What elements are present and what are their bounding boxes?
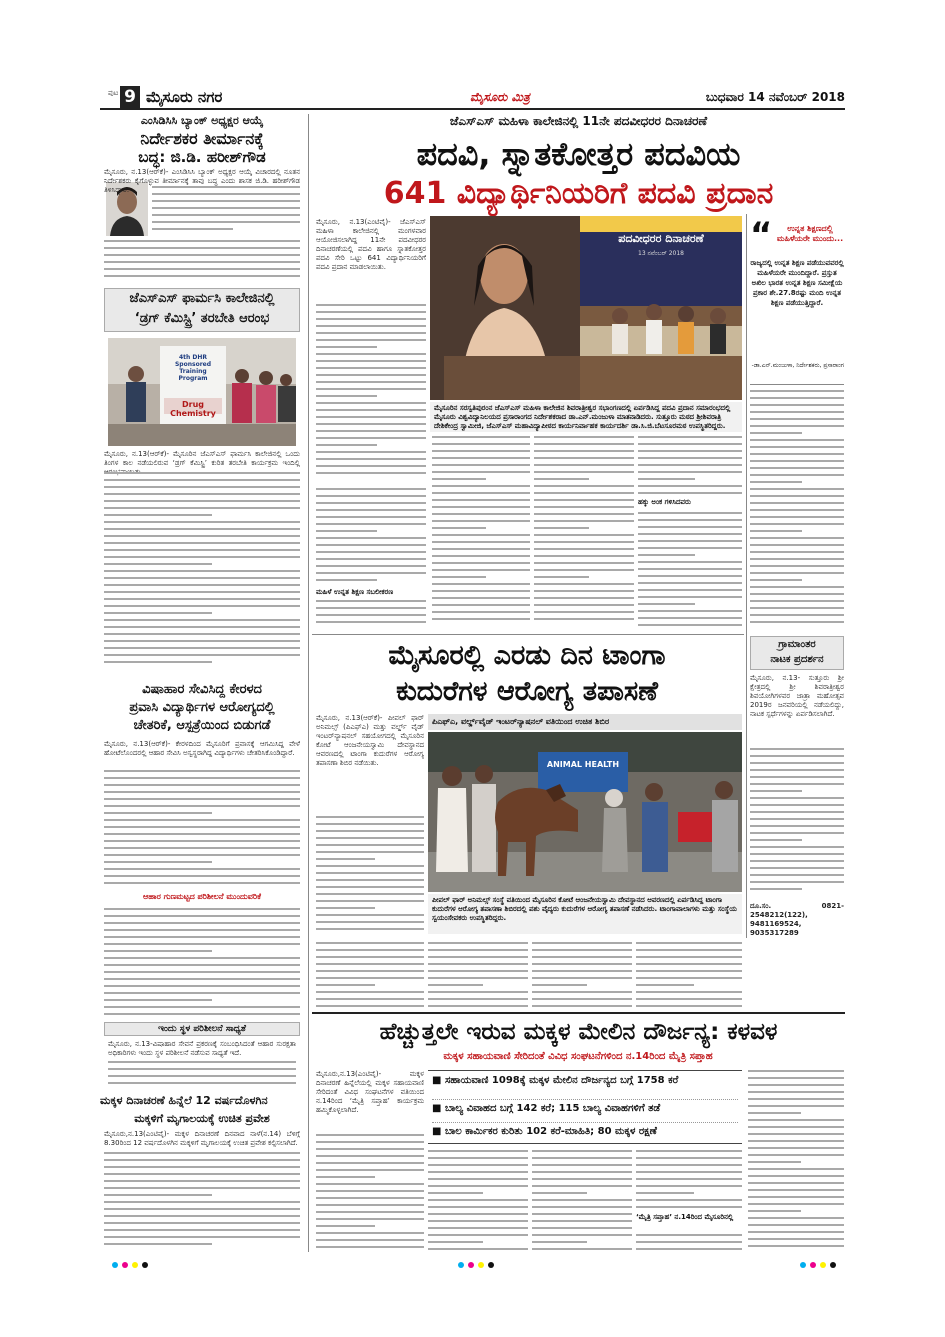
black-dot — [488, 1262, 494, 1268]
bullet-row-1 — [432, 1075, 738, 1095]
graduation-photo — [430, 216, 742, 400]
section-divider-2 — [312, 1012, 845, 1014]
theatre-body — [750, 748, 844, 898]
yellow-dot — [478, 1262, 484, 1268]
lead-body-col3 — [534, 436, 634, 630]
story2-headline-box — [104, 288, 300, 332]
story3-body-2 — [104, 908, 300, 1018]
photo-date: 13 ನವೆಂಬರ್ 2018 — [638, 250, 684, 257]
violence-body-col1 — [316, 1134, 424, 1252]
masthead — [100, 86, 845, 110]
violence-body-col4b — [636, 1234, 742, 1252]
column-rule — [308, 114, 309, 1252]
lead-headline-red: 641 ವಿದ್ಯಾರ್ಥಿನಿಯರಿಗೆ ಪದವಿ ಪ್ರದಾನ — [383, 176, 774, 211]
bullet-square-icon: ■ — [432, 1075, 442, 1086]
violence-body-col3 — [532, 1150, 632, 1252]
lead-photo-caption: ಮೈಸೂರಿನ ಸರಸ್ವತಿಪುರಂನ ಜೆಎಸ್‌ಎಸ್ ಮಹಿಳಾ ಕಾಲೇಜಿನ ಶಿವರಾತ್ರೀಶ್ವರ ಸಭಾಂಗಣದಲ್ಲಿ ಏರ್ಪಡಿಸಿದ್ದ ಪದವಿ ಪ್ರದಾನ ಸಮಾರಂಭದಲ್ಲಿ ಮೈಸೂರು ವಿಶ್ವವಿದ್ಯಾನಿಲಯದ ಪ್ರಸಾರಾಂಗದ ನಿರ್ದೇಶಕರಾದ ಡಾ.ಎನ್.ಮಂಜುಳಾ ಮಾತನಾಡಿದರು. ಸುತ್ತೂರು ಮಠದ ಶ್ರೀಶಿವರಾತ್ರಿ ದೇಶಿಕೇಂದ್ರ ಸ್ವಾಮೀಜಿ, ಜೆಎಸ್‌ಎಸ್ ಮಹಾವಿದ್ಯಾಪೀಠದ ಕಾರ್ಯನಿರ್ವಾಹಕ ಕಾರ್ಯದರ್ಶಿ ಡಾ.ಸಿ.ಜಿ.ಬೆಟಸೂರಮಠ ಉಪಸ್ಥಿತರಿದ್ದರು. — [430, 402, 742, 432]
lead-body-col3c — [638, 512, 742, 630]
lead-body-col1b — [316, 488, 426, 588]
newspaper-page — [100, 86, 845, 1256]
paper-logo: ಮೈಸೂರು ಮಿತ್ರ — [470, 90, 530, 104]
story4-headline: ಇಂದು ಸ್ಥಳ ಪರಿಶೀಲನೆ ಸಾಧ್ಯತೆ — [104, 1022, 300, 1036]
section-divider — [312, 634, 744, 635]
photo-banner-text: 4th DHR Sponsored Training Program — [174, 354, 212, 382]
story1-headline-2: ಬದ್ಧ: ಜಿ.ಡಿ. ಹರೀಶ್‌ಗೌಡ — [138, 148, 266, 166]
lead-kicker: ಜೆಎಸ್‌ಎಸ್ ಮಹಿಳಾ ಕಾಲೇಜಿನಲ್ಲಿ 11ನೇ ಪದವೀಧರರ ದಿನಾಚರಣೆ — [449, 114, 708, 128]
photo-banner-health: ANIMAL HEALTH — [546, 760, 620, 769]
quote-mark-icon: “ — [750, 215, 773, 255]
magenta-dot — [122, 1262, 128, 1268]
lead-body-col1 — [316, 304, 426, 484]
bullet-text-1: ಸಹಾಯವಾಣಿ 1098ಕ್ಕೆ ಮಕ್ಕಳ ಮೇಲಿನ ದೌರ್ಜನ್ಯದ ಬಗ್ಗೆ 1758 ಕರೆ — [444, 1075, 679, 1086]
violence-body-col5 — [748, 1070, 844, 1252]
story3-body — [104, 770, 300, 890]
violence-bullets-box — [428, 1070, 742, 1144]
bullet-text-3: ಬಾಲ ಕಾರ್ಮಿಕರ ಕುರಿತು 102 ಕರೆ-ಮಾಹಿತಿ; 80 ಮಕ್ಕಳ ರಕ್ಷಣೆ — [444, 1126, 657, 1137]
tonga-photo-caption: ಪೀಪಲ್ ಫಾರ್ ಅನಿಮಲ್ಸ್ ಸಂಸ್ಥೆ ವತಿಯಿಂದ ಮೈಸೂರಿನ ಕೋಟೆ ಆಂಜನೇಯಸ್ವಾಮಿ ದೇವಸ್ಥಾನದ ಆವರಣದಲ್ಲಿ ಏರ್ಪಡಿಸಿದ್ದ ಟಾಂಗಾ ಕುದುರೆಗಳ ಆರೋಗ್ಯ ತಪಾಸಣಾ ಶಿಬಿರದಲ್ಲಿ ಪಶು ವೈದ್ಯರು ಕುದುರೆಗಳ ಆರೋಗ್ಯ ತಪಾಸಣೆ ನಡೆಸಿದರು. ಟಾಂಗಾವಾಲಾಗಳು ಮತ್ತು ಸಂಸ್ಥೆಯ ಸ್ವಯಂಸೇವಕರು ಉಪಸ್ಥಿತರಿದ್ದರು. — [428, 894, 742, 934]
drug-chemistry-photo — [108, 338, 296, 446]
theatre-headline: ಗ್ರಾಮಾಂತರ — [778, 639, 816, 650]
tonga-body-col4 — [636, 942, 742, 1012]
black-dot — [142, 1262, 148, 1268]
tonga-body-col3 — [532, 942, 632, 1012]
story1-body-2 — [104, 240, 300, 284]
story3-subhead: ಆಹಾರ ಗುಣಮಟ್ಟದ ಪರಿಶೀಲನೆ ಮುಂದುವರಿಕೆ — [142, 892, 262, 901]
story5-body — [104, 1152, 300, 1252]
section-title: ಮೈಸೂರು ನಗರ — [146, 88, 223, 106]
black-dot — [830, 1262, 836, 1268]
cyan-dot — [458, 1262, 464, 1268]
tonga-dateline: ಮೈಸೂರು, ನ.13(ಆರ್‌ಕೆ)- ಪೀಪಲ್ ಫಾರ್ ಅನಿಮಲ್ಸ್ (ಪಿಎಫ್‌ಎ) ಮತ್ತು ವರ್ಲ್ಡ್ ವೈಡ್ ಇಂಟರ್‌ನ್ಯಾಷನಲ್ ಸಹಯೋಗದಲ್ಲಿ ಮೈಸೂರಿನ ಕೋಟೆ ಆಂಜನೇಯಸ್ವಾಮಿ ದೇವಸ್ಥಾನದ ಆವರಣದಲ್ಲಿ ಟಾಂಗಾ ಕುದುರೆಗಳ ಆರೋಗ್ಯ ತಪಾಸಣಾ ಶಿಬಿರ ನಡೆಯಿತು. — [316, 714, 424, 767]
story1-body — [152, 186, 300, 236]
story5-headline-2: ಮಕ್ಕಳಿಗೆ ಮೃಗಾಲಯಕ್ಕೆ ಉಚಿತ ಪ್ರವೇಶ — [134, 1112, 270, 1125]
lead-body-col1c — [316, 600, 426, 630]
story3-headline-3: ಚೇತರಿಕೆ, ಆಸ್ಪತ್ರೆಯಿಂದ ಬಿಡುಗಡೆ — [133, 718, 271, 733]
theatre-headline-2: ನಾಟಕ ಪ್ರದರ್ಶನ — [770, 654, 824, 665]
story1-dateline: ಮೈಸೂರು, ನ.13(ಆರ್‌ಕೆ)- ಎಂಸಿಡಿಸಿಸಿ ಬ್ಯಾಂಕ್ ಅಧ್ಯಕ್ಷರ ಆಯ್ಕೆ ವಿಚಾರದಲ್ಲಿ ನೂತನ ನಿರ್ದೇಶಕರು ಕೈಗೊಳ್ಳುವ ತೀರ್ಮಾನಕ್ಕೆ ತಾವು ಬದ್ಧ ಎಂದು ಶಾಸಕ ಜಿ.ಡಿ. ಹರೀಶ್‌ಗೌಡ ತಿಳಿಸಿದ್ದಾರೆ. — [104, 168, 300, 194]
issue-date: ಬುಧವಾರ 14 ನವೆಂಬರ್ 2018 — [705, 90, 845, 104]
bullet-row-2 — [432, 1099, 738, 1119]
bullet-text-2: ಬಾಲ್ಯ ವಿವಾಹದ ಬಗ್ಗೆ 142 ಕರೆ; 115 ಬಾಲ್ಯ ವಿವಾಹಗಳಿಗೆ ತಡೆ — [444, 1103, 661, 1114]
lead-body-col4 — [750, 390, 844, 630]
photo-drug-text: Drug Chemistry — [170, 400, 216, 418]
tonga-headline-2: ಕುದುರೆಗಳ ಆರೋಗ್ಯ ತಪಾಸಣೆ — [396, 676, 658, 707]
quote-headline: ಉನ್ನತ ಶಿಕ್ಷಣದಲ್ಲಿ ಮಹಿಳೆಯರೇ ಮುಂದು... — [776, 224, 844, 243]
lead-dateline: ಮೈಸೂರು, ನ.13(ಎಂಟಿವೈ)- ಜೆಎಸ್‌ಎಸ್ ಮಹಿಳಾ ಕಾಲೇಜಿನಲ್ಲಿ ಮಂಗಳವಾರ ಆಯೋಜಿಸಲಾಗಿದ್ದ 11ನೇ ಪದವೀಧರರ ದಿನಾಚರಣೆಯಲ್ಲಿ ಪದವಿ ಹಾಗೂ ಸ್ನಾತಕೋತ್ತರ ಪದವಿ ಸೇರಿ ಒಟ್ಟು 641 ವಿದ್ಯಾರ್ಥಿನಿಯರಿಗೆ ಪದವಿ ಪ್ರದಾನ ಮಾಡಲಾಯಿತು. — [316, 218, 426, 271]
tonga-body-col1 — [316, 816, 424, 938]
cyan-dot — [800, 1262, 806, 1268]
horse-camp-photo — [428, 732, 742, 892]
registration-marks-right — [800, 1262, 836, 1268]
magenta-dot — [468, 1262, 474, 1268]
magenta-dot — [810, 1262, 816, 1268]
cyan-dot — [112, 1262, 118, 1268]
story4-dateline: ಮೈಸೂರು, ನ.13-ವಿಷಾಹಾರ ಸೇವನೆ ಪ್ರಕರಣಕ್ಕೆ ಸಂಬಂಧಿಸಿದಂತೆ ಆಹಾರ ಸುರಕ್ಷತಾ ಅಧಿಕಾರಿಗಳು ಇಂದು ಸ್ಥಳ ಪರಿಶೀಲನೆ ನಡೆಸುವ ಸಾಧ್ಯತೆ ಇದೆ. — [108, 1040, 296, 1057]
story1-kicker: ಎಂಸಿಡಿಸಿಸಿ ಬ್ಯಾಂಕ್ ಅಧ್ಯಕ್ಷರ ಆಯ್ಕೆ — [140, 114, 264, 127]
lead-headline: ಪದವಿ, ಸ್ನಾತಕೋತ್ತರ ಪದವಿಯ — [416, 135, 741, 173]
bullet-square-icon: ■ — [432, 1126, 442, 1137]
bullet-row-3 — [432, 1122, 738, 1142]
page-number: 9 — [120, 86, 140, 108]
story4-body — [108, 1061, 296, 1089]
violence-body-col4 — [636, 1150, 742, 1210]
quote-rule — [750, 384, 844, 385]
tonga-photo-strap: ಪಿಎಫ್‌ಎ, ವರ್ಲ್ಡ್‌ವೈಡ್ ಇಂಟರ್‌ನ್ಯಾಷನಲ್ ವತಿಯಿಂದ ಉಚಿತ ಶಿಬಿರ — [428, 714, 742, 730]
photo-banner: ಪದವೀಧರರ ದಿನಾಚರಣೆ — [618, 232, 704, 245]
theatre-headline-box — [750, 636, 844, 670]
violence-dateline: ಮೈಸೂರು,ನ.13(ಎಂಟಿವೈ)- ಮಕ್ಕಳ ದಿನಾಚರಣೆ ಹಿನ್ನೆಲೆಯಲ್ಲಿ ಮಕ್ಕಳ ಸಹಾಯವಾಣಿ ಸೇರಿದಂತೆ ವಿವಿಧ ಸಂಘಟನೆಗಳ ವತಿಯಿಂದ ನ.14ರಿಂದ ‘ಮೈತ್ರಿ ಸಪ್ತಾಹ’ ಕಾರ್ಯಕ್ರಮ ಹಮ್ಮಿಕೊಳ್ಳಲಾಗಿದೆ. — [316, 1070, 424, 1114]
yellow-dot — [820, 1262, 826, 1268]
bullet-square-icon: ■ — [432, 1103, 442, 1114]
story2-headline-2: ‘ಡ್ರಗ್ ಕೆಮಿಸ್ಟ್ರಿ’ ತರಬೇತಿ ಆರಂಭ — [134, 311, 270, 326]
story3-headline-2: ಪ್ರವಾಸಿ ವಿದ್ಯಾರ್ಥಿಗಳ ಆರೋಗ್ಯದಲ್ಲಿ — [129, 700, 275, 715]
story3-headline: ವಿಷಾಹಾರ ಸೇವಿಸಿದ್ದ ಕೇರಳದ — [142, 682, 262, 697]
violence-strap: ಮಕ್ಕಳ ಸಹಾಯವಾಣಿ ಸೇರಿದಂತೆ ವಿವಿಧ ಸಂಘಟನೆಗಳಿಂದ ನ.14ರಿಂದ ಮೈತ್ರಿ ಸಪ್ತಾಹ — [443, 1051, 713, 1062]
lead-subhead-2: ಹಕ್ಕು ಅಂಕ ಗಳಿಸಿದವರು — [638, 498, 691, 506]
story1-headline: ನಿರ್ದೇಶಕರ ತೀರ್ಮಾನಕ್ಕೆ — [140, 129, 264, 148]
story2-body — [104, 472, 300, 672]
registration-marks-left — [112, 1262, 148, 1268]
violence-body-col2 — [428, 1150, 528, 1252]
violence-quote: ‘ಮೈತ್ರಿ ಸಪ್ತಾಹ’ ನ.14ರಿಂದ ಮೈಸೂರಿನಲ್ಲಿ — [636, 1213, 734, 1221]
lead-body-col3b — [638, 436, 742, 498]
story5-headline: ಮಕ್ಕಳ ದಿನಾಚರಣೆ ಹಿನ್ನೆಲೆ 12 ವರ್ಷದೊಳಗಿನ — [100, 1094, 268, 1107]
page-label: ಪುಟ — [108, 89, 119, 97]
quote-body: ರಾಜ್ಯದಲ್ಲಿ ಉನ್ನತ ಶಿಕ್ಷಣ ಪಡೆಯುವವರಲ್ಲಿ ಮಹಿಳೆಯರೇ ಮುಂದಿದ್ದಾರೆ. ಪ್ರಸ್ತುತ ಅಖಿಲ ಭಾರತ ಉನ್ನತ ಶಿಕ್ಷಣ ಸಮೀಕ್ಷೆಯ ಪ್ರಕಾರ ಶೇ.27.8ರಷ್ಟು ಮಂದಿ ಉನ್ನತ ಶಿಕ್ಷಣ ಪಡೆಯುತ್ತಿದ್ದಾರೆ. — [750, 259, 844, 307]
story3-dateline: ಮೈಸೂರು, ನ.13(ಆರ್‌ಕೆ)- ಕೇರಳದಿಂದ ಮೈಸೂರಿಗೆ ಪ್ರವಾಸಕ್ಕೆ ಆಗಮಿಸಿದ್ದ ವೇಳೆ ಹೋಟೆಲೊಂದರಲ್ಲಿ ಆಹಾರ ಸೇವಿಸಿ ಅಸ್ವಸ್ಥರಾಗಿದ್ದ ವಿದ್ಯಾರ್ಥಿಗಳು ಚೇತರಿಸಿಕೊಂಡಿದ್ದಾರೆ. — [104, 740, 300, 757]
story2-dateline: ಮೈಸೂರು, ನ.13(ಆರ್‌ಕೆ)- ಮೈಸೂರಿನ ಜೆಎಸ್‌ಎಸ್ ಫಾರ್ಮಸಿ ಕಾಲೇಜಿನಲ್ಲಿ ಒಂದು ತಿಂಗಳ ಕಾಲ ನಡೆಯಲಿರುವ ‘ಡ್ರಗ್ ಕೆಮಿಸ್ಟ್ರಿ’ ಕುರಿತ ತರಬೇತಿ ಕಾರ್ಯಕ್ರಮ ಇಂದಿಲ್ಲಿ — [104, 450, 300, 467]
tonga-body-col1b — [316, 942, 424, 1012]
theatre-phone: ದೂ.ಸಂ. 0821-2548212(122), 9481169524, 9035317289 — [750, 902, 844, 937]
tonga-body-col2 — [428, 942, 528, 1012]
story5-dateline: ಮೈಸೂರು,ನ.13(ಎಂಟಿವೈ)- ಮಕ್ಕಳ ದಿನಾಚರಣೆ ದಿನವಾದ ನಾಳೆ(ನ.14) ಬೆಳಿಗ್ಗೆ 8.30ರಿಂದ 12 ವರ್ಷದೊಳಗಿನ ಮಕ್ಕಳಿಗೆ ಮೃಗಾಲಯಕ್ಕೆ ಉಚಿತ ಪ್ರವೇಶ ಕಲ್ಪಿಸಲಾಗಿದೆ. — [104, 1130, 300, 1147]
quote-byline: -ಡಾ.ಎನ್.ಮಂಜುಳಾ, ನಿರ್ದೇಶಕರು, ಪ್ರಸಾರಾಂಗ — [751, 362, 844, 369]
violence-headline: ಹೆಚ್ಚುತ್ತಲೇ ಇರುವ ಮಕ್ಕಳ ಮೇಲಿನ ದೌರ್ಜನ್ಯ: ಕಳವಳ — [379, 1019, 778, 1045]
lead-body-col2 — [432, 436, 530, 630]
lead-subhead: ಮಹಿಳೆ ಉನ್ನತ ಶಿಕ್ಷಣ ಸಬಲೀಕರಣ — [316, 588, 394, 596]
registration-marks-center — [458, 1262, 494, 1268]
yellow-dot — [132, 1262, 138, 1268]
story2-headline: ಜೆಎಸ್‌ಎಸ್ ಫಾರ್ಮಸಿ ಕಾಲೇಜಿನಲ್ಲಿ — [129, 291, 275, 306]
theatre-dateline: ಮೈಸೂರು, ನ.13- ಸುತ್ತೂರು ಶ್ರೀ ಕ್ಷೇತ್ರದಲ್ಲಿ ಶ್ರೀ ಶಿವರಾತ್ರೀಶ್ವರ ಶಿವಯೋಗಿಗಳವರ ಜಾತ್ರಾ ಮಹೋತ್ಸವ 2019ರ ಜನವರಿಯಲ್ಲಿ ನಡೆಯಲಿದ್ದು, ನಾಟಕ ಸ್ಪರ್ಧೆಗಳನ್ನು ಏರ್ಪಡಿಸಲಾಗಿದೆ. — [750, 674, 844, 718]
column-rule-right — [746, 214, 747, 938]
tonga-headline: ಮೈಸೂರಲ್ಲಿ ಎರಡು ದಿನ ಟಾಂಗಾ — [388, 640, 666, 671]
